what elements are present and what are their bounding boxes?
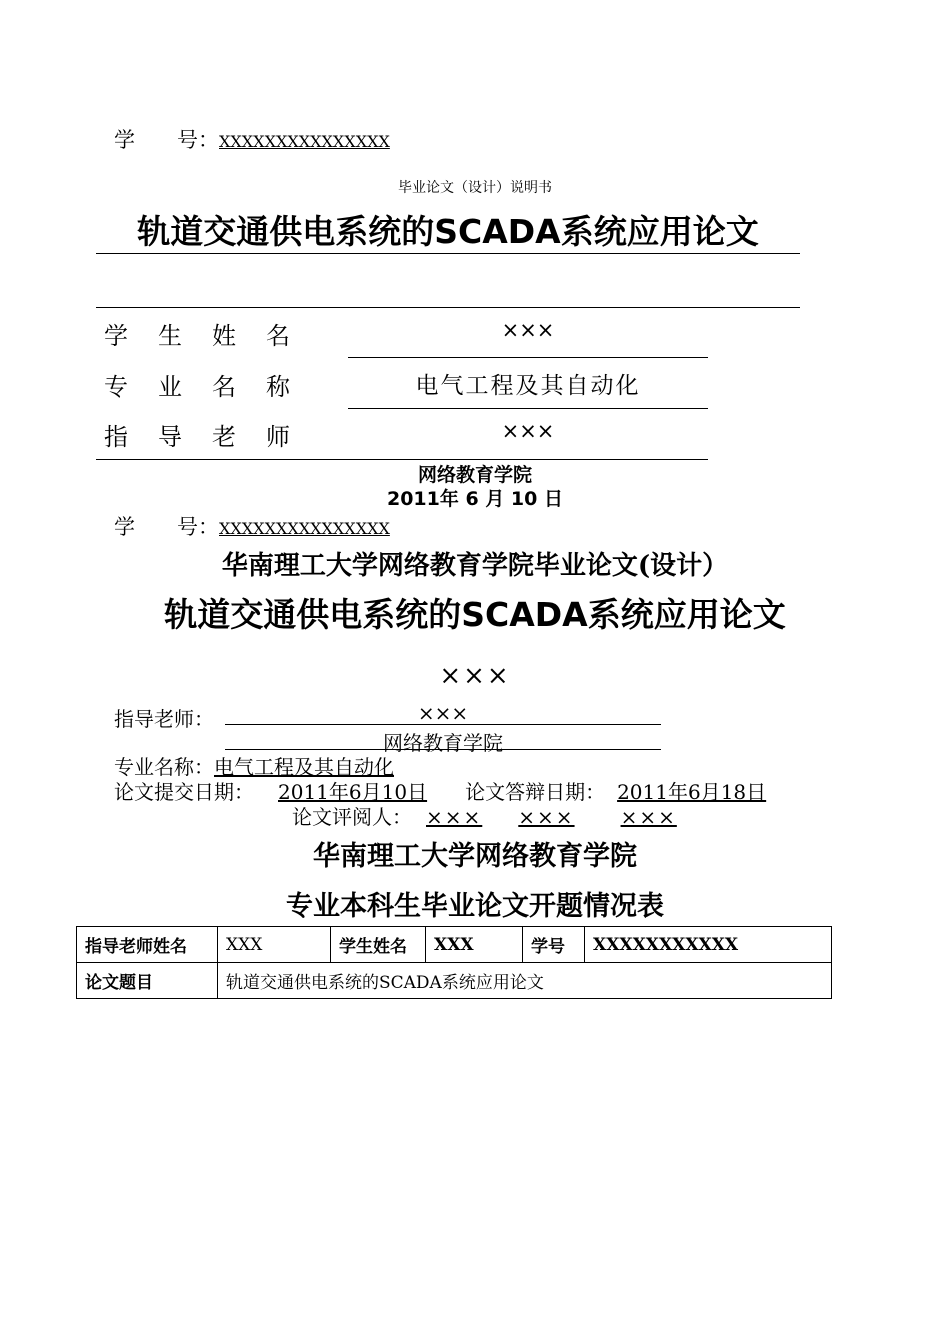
cover2-student-id-value: XXXXXXXXXXXXXXX [219,519,390,538]
cover1-field-label: 学 生 姓 名 [104,322,293,350]
cover2-student-id-label: 学 号： [114,515,219,539]
cover2-reviewers-label: 论文评阅人： [292,805,412,829]
cover1-field-value: ××× [501,419,555,443]
cover1-field-label: 专 业 名 称 [104,373,293,401]
cover2-advisor-label: 指导老师： [114,707,214,731]
cover2-advisor-value: ××× [417,701,469,725]
cover1-field-underline [348,357,708,358]
cover2-reviewer: ××× [620,805,677,829]
student-id-label-cell: 学号 [523,927,585,963]
cover2-reviewers-list [412,805,677,829]
cover1-field-label: 指 导 老 师 [104,423,293,451]
cover2-advisor-underline [225,724,661,725]
cover2-major-label: 专业名称： [114,755,214,779]
cover1-field-underline [348,408,708,409]
cover1-student-id-value: XXXXXXXXXXXXXXX [219,132,390,151]
cover1-fields-top-rule [96,307,800,308]
cover2-school-underline [225,749,661,750]
cover2-reviewer: ××× [426,805,483,829]
cover2-major-value: 电气工程及其自动化 [214,755,394,779]
cover2-author: ××× [439,661,511,691]
proposal-table [76,926,832,999]
cover2-school-value: 网络教育学院 [383,731,503,755]
cover1-subtitle: 毕业论文（设计）说明书 [398,180,552,196]
cover2-student-id [114,511,390,541]
student-id-value-cell: XXXXXXXXXXX [585,927,832,963]
cover2-defense-label: 论文答辩日期： [465,780,606,804]
cover2-defense-value: 2011年6月18日 [617,780,767,804]
student-name-label-cell: 学生姓名 [331,927,426,963]
cover1-student-id-label: 学 号： [114,128,219,152]
cover1-title-rule [96,253,800,254]
cover1-school: 网络教育学院 [417,464,532,486]
cover1-student-id [114,124,390,154]
proposal-heading: 专业本科生毕业论文开题情况表 [286,891,664,922]
cover1-field-value: 电气工程及其自动化 [415,373,641,399]
cover2-title: 轨道交通供电系统的SCADA系统应用论文 [164,595,786,634]
table-row [77,927,832,963]
table-row [77,963,832,999]
proposal-school-heading: 华南理工大学网络教育学院 [313,841,637,872]
cover2-submit-label: 论文提交日期： [114,780,254,804]
topic-label-cell: 论文题目 [77,963,218,999]
cover2-reviewers [292,801,677,830]
cover1-title: 轨道交通供电系统的SCADA系统应用论文 [137,212,759,251]
cover2-university-heading: 华南理工大学网络教育学院毕业论文(设计） [221,551,729,581]
cover1-field-value: ××× [501,318,555,342]
cover1-date: 2011年 6 月 10 日 [386,488,563,510]
cover2-reviewer: ××× [518,805,575,829]
advisor-name-label-cell: 指导老师姓名 [77,927,218,963]
cover2-submit-value: 2011年6月10日 [278,780,428,804]
student-name-value-cell: XXX [426,927,523,963]
advisor-name-value-cell: XXX [218,927,331,963]
topic-value-cell: 轨道交通供电系统的SCADA系统应用论文 [218,963,832,999]
